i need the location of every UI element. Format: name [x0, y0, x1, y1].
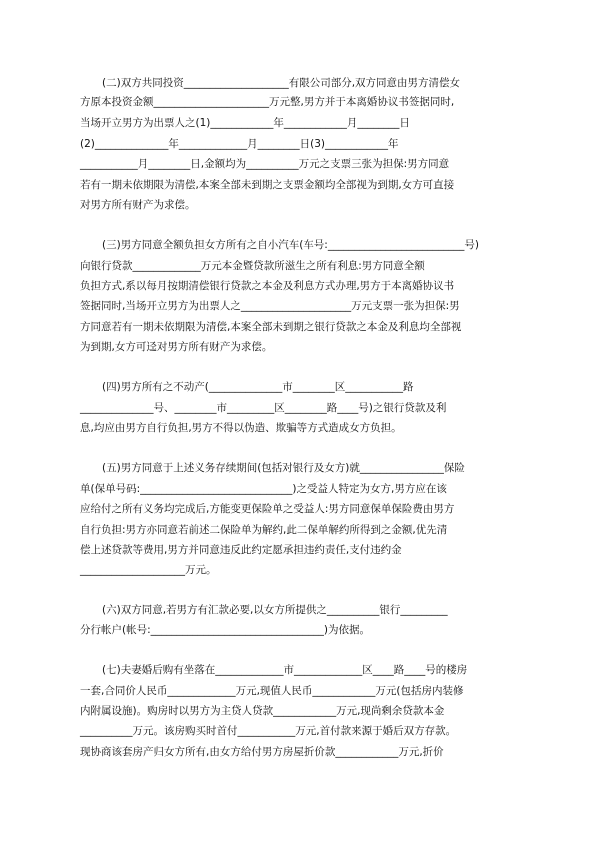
clause-4-line: ______________号、________市_________区________路____号)之银行贷款及利 — [80, 402, 447, 414]
clause-2-line: ___________月________日,金额均为__________万元之支票三张为担保:男方同意 — [80, 158, 450, 170]
clause-3-line: 方同意若有一期未依期限为清偿,本案全部未到期之银行贷款之本金及利息均全部视 — [80, 321, 462, 333]
clause-3-line: 向银行贷款_____________万元本金暨贷款所滋生之所有利息:男方同意全额 — [80, 260, 425, 272]
clause-4-line: (四)男方所有之不动产(______________市________区___________路 — [102, 381, 414, 393]
clause-5-line: ____________________万元。 — [80, 564, 217, 576]
clause-2-line: (二)双方共同投资____________________有限公司部分,双方同意由男方清偿女 — [102, 77, 461, 89]
clause-7-line: __________万元。该房购买时首付___________万元,首付款来源于婚后双方存款。 — [80, 725, 457, 737]
clause-5-line: 应给付之所有义务均完成后,方能变更保险单之受益人:男方同意保单保险费由男方 — [80, 503, 455, 515]
clause-5-line: (五)男方同意于上述义务存续期间(包括对银行及女方)就________________保险 — [102, 462, 465, 474]
clause-5-line: 偿上述贷款等费用,男方并同意违反此约定愿承担违约责任,支付违约金 — [80, 544, 402, 556]
clause-5-line: 单(保单号码:_____________________________)之受益人特定为女方,男方应在该 — [80, 483, 447, 495]
clause-2-line: 若有一期未依期限为清偿,本案全部未到期之支票金额均全部视为到期,女方可直接 — [80, 179, 455, 191]
clause-3-line: (三)男方同意全额负担女方所有之自小汽车(车号:__________________________号) — [102, 239, 479, 251]
clause-5-line: 自行负担:男方亦同意若前述二保险单为解约,此二保单解约所得到之金额,优先清 — [80, 524, 448, 536]
clause-6-line: (六)双方同意,若男方有汇款必要,以女方所提供之__________银行_________ — [102, 604, 448, 616]
clause-7-line: 现协商该套房产归女方所有,由女方给付男方房屋折价款____________万元,折价 — [80, 746, 444, 758]
clause-2-line: (2)______________年_____________月________日(3)____________年 — [80, 138, 399, 150]
clause-7-line: 内附属设施)。购房时以男方为主贷人贷款____________万元,现尚剩余贷款本金 — [80, 705, 445, 717]
clause-3-line: 为到期,女方可迳对男方所有财产为求偿。 — [80, 341, 273, 353]
clause-6-line: 分行帐户(帐号:_________________________________)为依据。 — [80, 624, 370, 636]
clause-2-line: 当场开立男方为出票人之(1)____________年____________月________日 — [80, 117, 410, 129]
clause-7-line: 一套,合同价人民币_____________万元,现值人民币____________万元(包括房内装修 — [80, 685, 464, 697]
clause-3-line: 签据同时,当场开立男方为出票人之_____________________万元支票一张为担保:男 — [80, 300, 460, 312]
clause-7-line: (七)夫妻婚后购有坐落在_____________市_____________区____路____号的楼房 — [102, 664, 468, 676]
clause-3-line: 负担方式,系以每月按期清偿银行贷款之本金及利息方式办理,男方于本离婚协议书 — [80, 280, 455, 292]
clause-2-line: 对男方所有财产为求偿。 — [80, 199, 196, 211]
clause-2-line: 方原本投资金额______________________万元整,男方并于本离婚协议书签据同时, — [80, 96, 455, 108]
clause-4-line: 息,均应由男方自行负担,男方不得以伪造、欺骗等方式造成女方负担。 — [80, 422, 402, 434]
